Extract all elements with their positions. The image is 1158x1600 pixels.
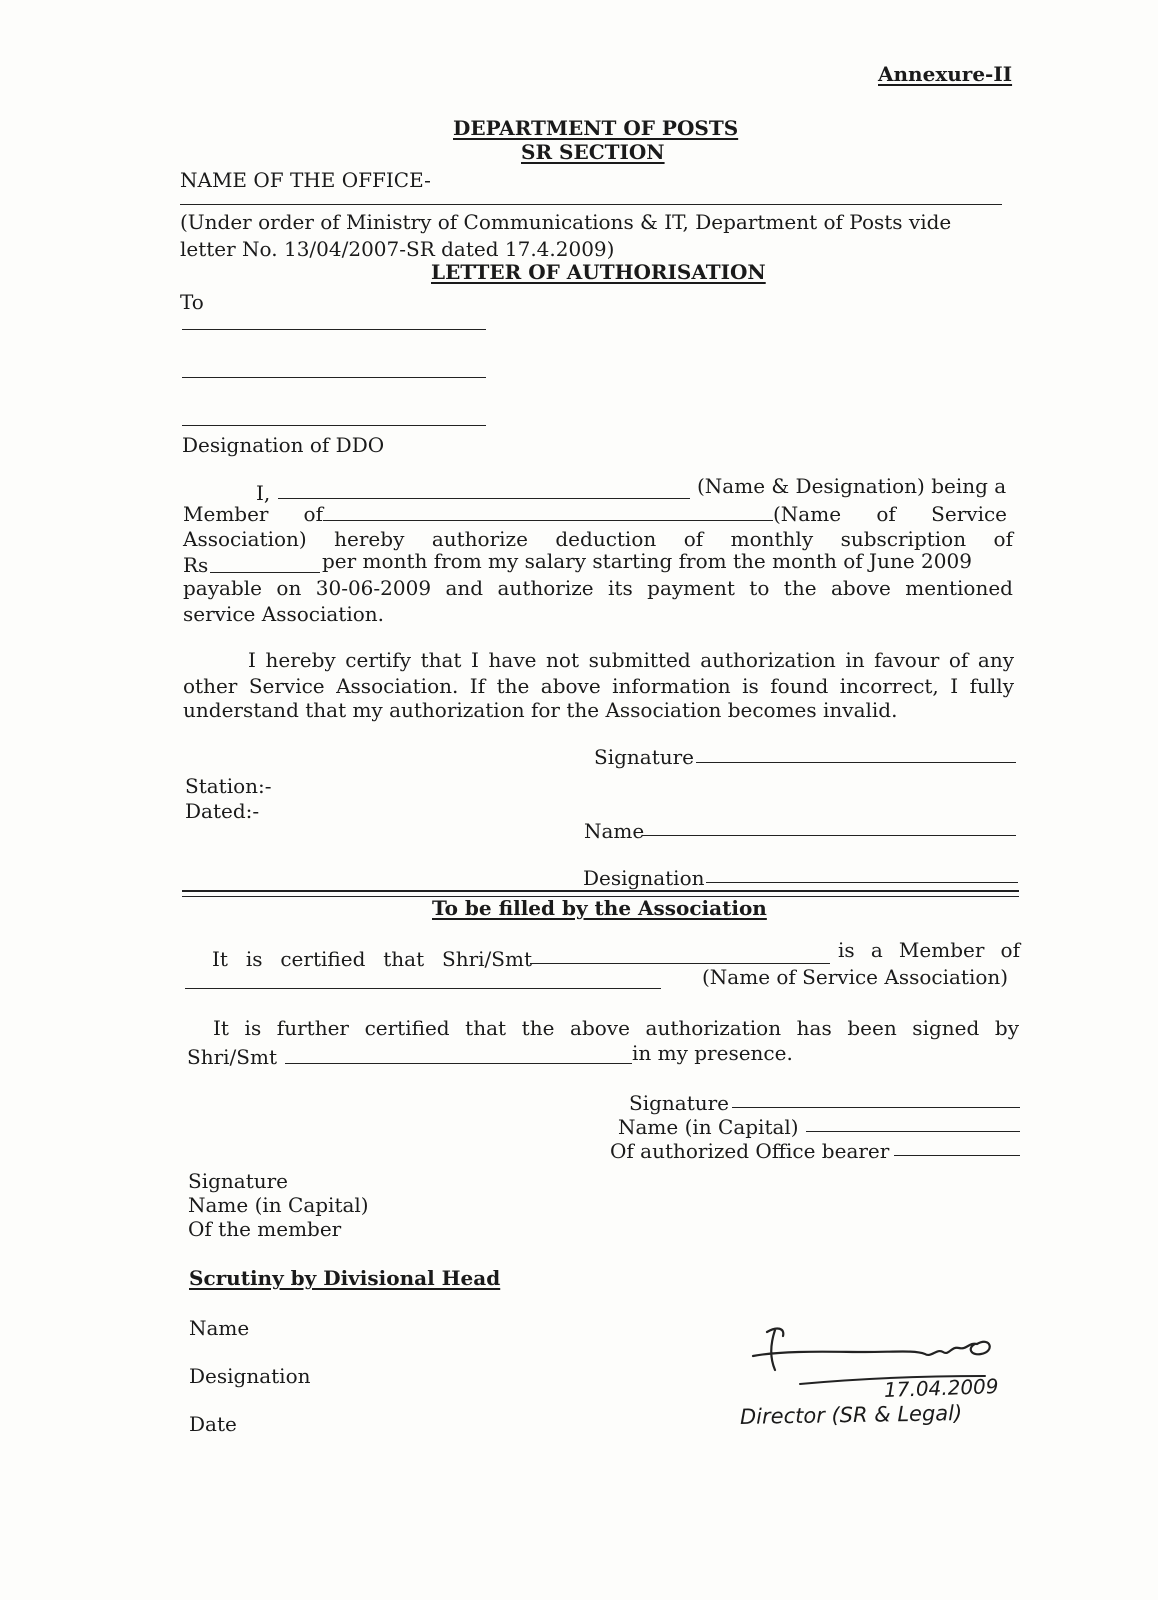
annexure-label: Annexure-II — [878, 62, 1013, 86]
member-name-label: Name — [584, 819, 645, 843]
member-sign-name: Name (in Capital) — [188, 1193, 369, 1217]
ddo-designation-label: Designation of DDO — [182, 433, 385, 457]
order-reference-line1: (Under order of Ministry of Communications & IT, Department of Posts vide — [180, 210, 952, 234]
address-line-3 — [182, 425, 486, 426]
is-member-of: is a Member of — [838, 938, 1020, 962]
bearer-signature-label: Signature — [629, 1091, 730, 1115]
bearer-name-line — [806, 1131, 1020, 1132]
auth-rs: Rs — [183, 553, 209, 577]
bearer-of-line — [894, 1155, 1020, 1156]
document-title: LETTER OF AUTHORISATION — [431, 260, 766, 284]
auth-line4: per month from my salary starting from the month of June 2009 — [322, 549, 972, 573]
signed-by-name-line — [285, 1063, 632, 1064]
member-signature-label: Signature — [594, 745, 695, 769]
scrutiny-designation: Designation — [189, 1364, 311, 1388]
member-sign-of-member: Of the member — [188, 1217, 342, 1241]
auth-line6: service Association. — [183, 602, 384, 626]
member-sign-signature: Signature — [188, 1169, 289, 1193]
to-label: To — [180, 290, 204, 314]
bearer-of-label: Of authorized Office bearer — [610, 1139, 890, 1163]
member-designation-line — [706, 882, 1018, 883]
certified-name-line — [530, 963, 830, 964]
name-of-service-association: (Name of Service Association) — [702, 965, 1009, 989]
scrutiny-heading: Scrutiny by Divisional Head — [189, 1266, 501, 1290]
address-line-1 — [182, 329, 486, 330]
auth-line5: payable on 30-06-2009 and authorize its payment to the above mentioned — [183, 576, 1013, 600]
auth-member-of: Member of — [183, 502, 323, 526]
auth-name-designation: (Name & Designation) being a — [697, 474, 1007, 498]
association-name-entry-line — [185, 988, 661, 989]
member-designation-label: Designation — [583, 866, 705, 890]
address-line-2 — [182, 377, 486, 378]
in-presence: in my presence. — [632, 1041, 793, 1065]
station-label: Station:- — [185, 774, 272, 798]
name-designation-line — [278, 498, 690, 499]
auth-i: I, — [256, 481, 271, 505]
department-heading: DEPARTMENT OF POSTS — [453, 116, 739, 140]
dated-label: Dated:- — [185, 799, 260, 823]
bearer-signature-line — [732, 1107, 1020, 1108]
auth-name-of-service: (Name of Service — [773, 502, 1007, 526]
further-certified-line1: It is further certified that the above authorization has been signed by — [213, 1016, 1019, 1040]
rs-amount-line — [210, 572, 320, 573]
cert-line2: other Service Association. If the above information is found incorrect, I fully — [183, 674, 1014, 698]
further-shri-smt: Shri/Smt — [187, 1045, 277, 1069]
section-heading: SR SECTION — [521, 140, 665, 164]
signed-designation: Director (SR & Legal) — [739, 1401, 963, 1429]
signed-date: 17.04.2009 — [883, 1374, 999, 1402]
bearer-name-label: Name (in Capital) — [618, 1115, 799, 1139]
auth-line3: Association) hereby authorize deduction of monthly subscription of — [183, 527, 1013, 551]
auth-line2 — [183, 502, 1013, 527]
office-name-line — [180, 204, 1002, 205]
association-name-line — [323, 502, 773, 521]
scrutiny-date: Date — [189, 1412, 237, 1436]
cert-line1: I hereby certify that I have not submitted authorization in favour of any — [248, 648, 1014, 672]
member-name-line — [642, 835, 1016, 836]
cert-line3: understand that my authorization for the Association becomes invalid. — [183, 698, 898, 722]
scrutiny-name: Name — [189, 1316, 250, 1340]
order-reference-line2: letter No. 13/04/2007-SR dated 17.4.2009) — [180, 237, 615, 261]
section-divider-top — [182, 890, 1019, 892]
certified-prefix: It is certified that Shri/Smt — [212, 947, 532, 971]
member-signature-line — [696, 762, 1016, 763]
association-heading: To be filled by the Association — [432, 896, 767, 920]
office-label: NAME OF THE OFFICE- — [180, 168, 431, 192]
